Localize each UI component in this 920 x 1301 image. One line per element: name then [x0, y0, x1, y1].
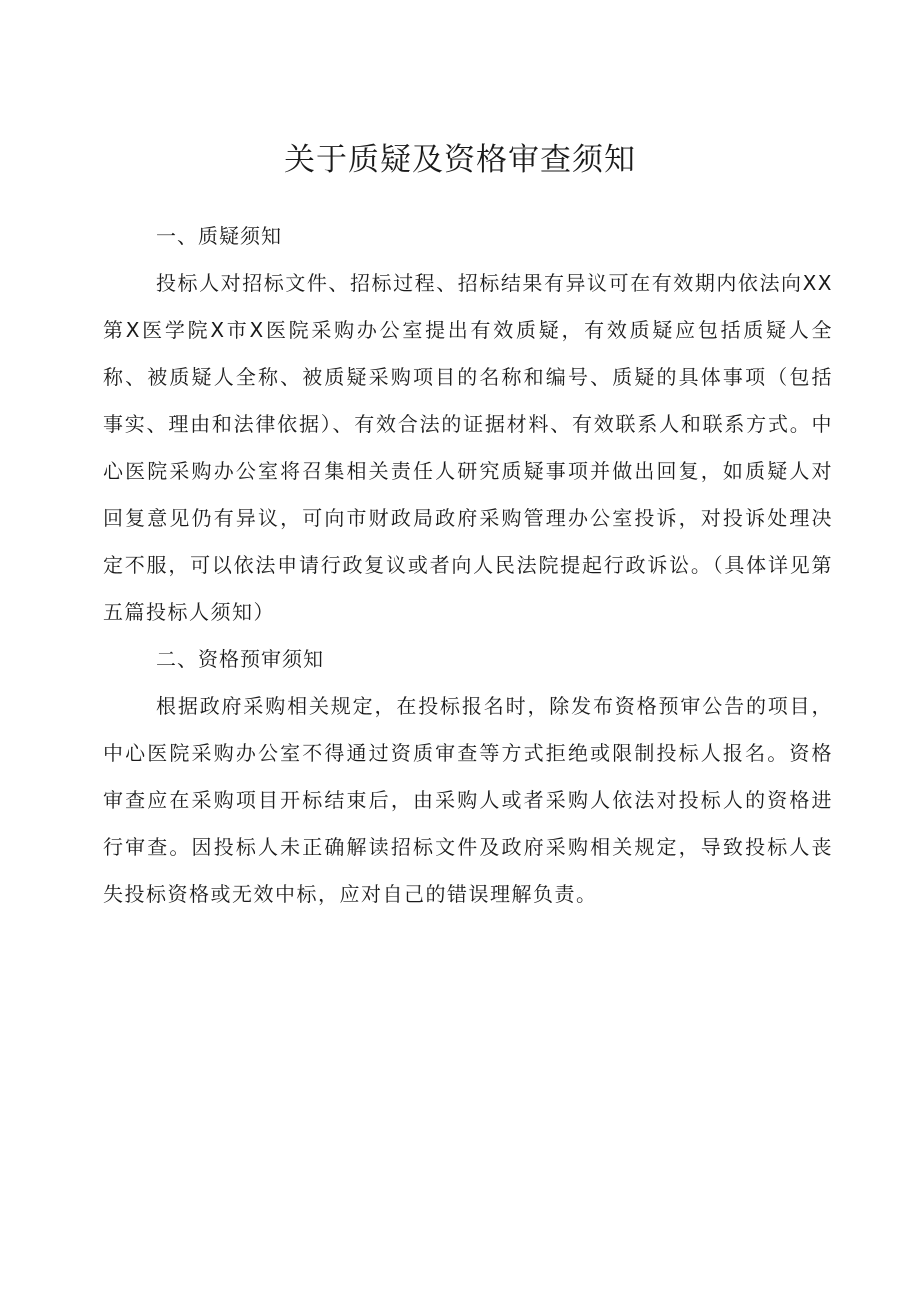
document-title: 关于质疑及资格审查须知 [284, 142, 636, 178]
section-paragraph-prequalification: 根据政府采购相关规定，在投标报名时，除发布资格预审公告的项目，中心医院采购办公室不得通过资质审查等方式拒绝或限制投标人报名。资格审查应在采购项目开标结束后，由采购人或者采购人依法对投标人的资格进行审查。因投标人未正确解读招标文件及政府采购相关规定，导致投标人丧失投标资格或无效中标，应对自己的错误理解负责。 [103, 694, 833, 906]
section-paragraph-objection: 投标人对招标文件、招标过程、招标结果有异议可在有效期内依法向XX第X医学院X市X医院采购办公室提出有效质疑，有效质疑应包括质疑人全称、被质疑人全称、被质疑采购项目的名称和编号、质疑的具体事项（包括事实、理由和法律依据）、有效合法的证据材料、有效联系人和联系方式。中心医院采购办公室将召集相关责任人研究质疑事项并做出回复，如质疑人对回复意见仍有异议，可向市财政局政府采购管理办公室投诉，对投诉处理决定不服，可以依法申请行政复议或者向人民法院提起行政诉讼。（具体详见第五篇投标人须知） [103, 271, 833, 624]
document-body [103, 213, 833, 918]
section-heading-prequalification: 二、资格预审须知 [156, 647, 324, 671]
section-heading-objection: 一、质疑须知 [156, 224, 282, 248]
